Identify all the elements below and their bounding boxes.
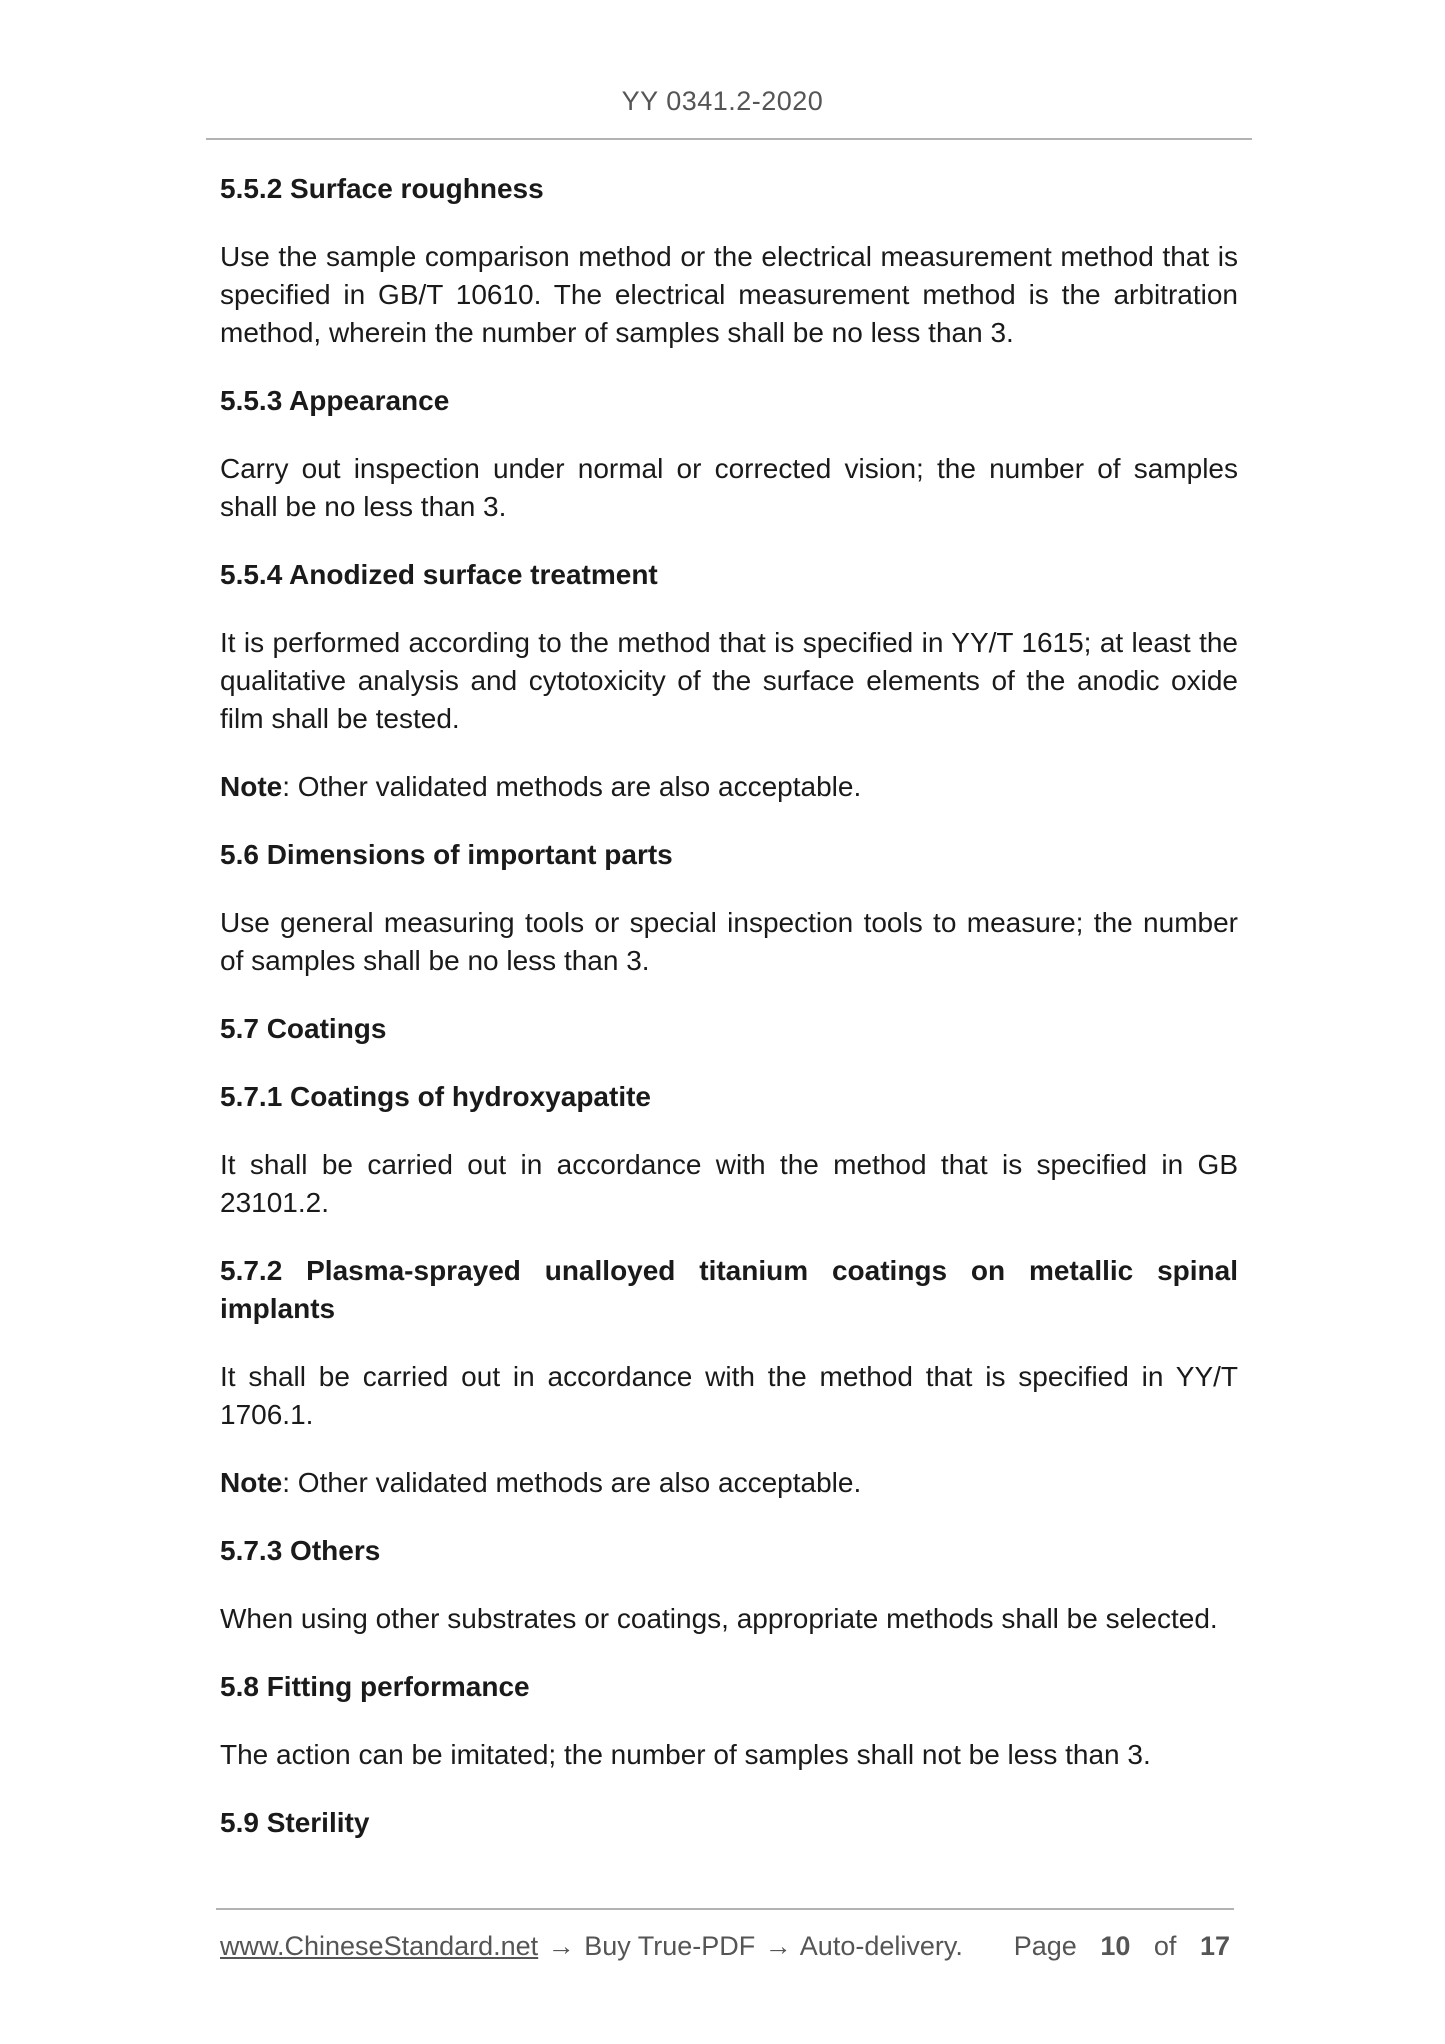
- note-text: : Other validated methods are also acceptable.: [282, 771, 862, 802]
- footer-promo: [220, 1931, 963, 1962]
- section-heading-5-8: 5.8 Fitting performance: [220, 1671, 530, 1702]
- page-footer: [220, 1931, 1230, 1962]
- of-word: of: [1153, 1931, 1177, 1961]
- section-heading-5-6: 5.6 Dimensions of important parts: [220, 839, 673, 870]
- page-total: 17: [1199, 1931, 1230, 1961]
- document-body: [220, 170, 1238, 1872]
- buy-text: Buy True-PDF: [584, 1931, 756, 1961]
- section-text-5-7-1: It shall be carried out in accordance with the method that is specified in GB 23101.2.: [220, 1149, 1238, 1218]
- page-current: 10: [1100, 1931, 1131, 1961]
- section-text-5-6: Use general measuring tools or special inspection tools to measure; the number of samples shall be no less than 3.: [220, 907, 1238, 976]
- arrow-right-icon: →: [764, 1931, 792, 1961]
- section-text-5-7-2: It shall be carried out in accordance with the method that is specified in YY/T 1706.1.: [220, 1361, 1238, 1430]
- website-link[interactable]: www.ChineseStandard.net: [220, 1931, 539, 1961]
- delivery-text: Auto-delivery.: [799, 1931, 963, 1961]
- section-text-5-5-2: Use the sample comparison method or the electrical measurement method that is specified in GB/T 10610. The electrical measurement method is the arbitration method, wherein the number of samples shall be no less than 3.: [220, 241, 1238, 348]
- arrow-right-icon: →: [547, 1931, 575, 1961]
- section-heading-5-5-3: 5.5.3 Appearance: [220, 385, 450, 416]
- section-heading-5-5-4: 5.5.4 Anodized surface treatment: [220, 559, 658, 590]
- section-text-5-5-3: Carry out inspection under normal or corrected vision; the number of samples shall be no less than 3.: [220, 453, 1238, 522]
- section-text-5-7-3: When using other substrates or coatings, appropriate methods shall be selected.: [220, 1603, 1218, 1634]
- section-heading-5-7-3: 5.7.3 Others: [220, 1535, 381, 1566]
- section-heading-5-7-1: 5.7.1 Coatings of hydroxyapatite: [220, 1081, 651, 1112]
- section-text-5-5-4: It is performed according to the method that is specified in YY/T 1615; at least the qualitative analysis and cytotoxicity of the surface elements of the anodic oxide film shall be tested.: [220, 627, 1238, 734]
- section-heading-5-7-2: 5.7.2 Plasma-sprayed unalloyed titanium coatings on metallic spinal implants: [220, 1255, 1238, 1324]
- page-number: [1014, 1931, 1230, 1962]
- footer-divider: [216, 1908, 1234, 1910]
- section-heading-5-9: 5.9 Sterility: [220, 1807, 370, 1838]
- section-heading-5-5-2: 5.5.2 Surface roughness: [220, 173, 544, 204]
- note-text: : Other validated methods are also acceptable.: [282, 1467, 862, 1498]
- page-word: Page: [1013, 1931, 1077, 1961]
- section-heading-5-7: 5.7 Coatings: [220, 1013, 387, 1044]
- note-label: Note: [220, 771, 283, 802]
- document-code-header: YY 0341.2-2020: [621, 86, 824, 116]
- note-label: Note: [220, 1467, 283, 1498]
- note-5-5-4: [220, 768, 1238, 806]
- section-text-5-8: The action can be imitated; the number of samples shall not be less than 3.: [220, 1739, 1151, 1770]
- header-divider: [206, 138, 1252, 140]
- note-5-7-2: [220, 1464, 1238, 1502]
